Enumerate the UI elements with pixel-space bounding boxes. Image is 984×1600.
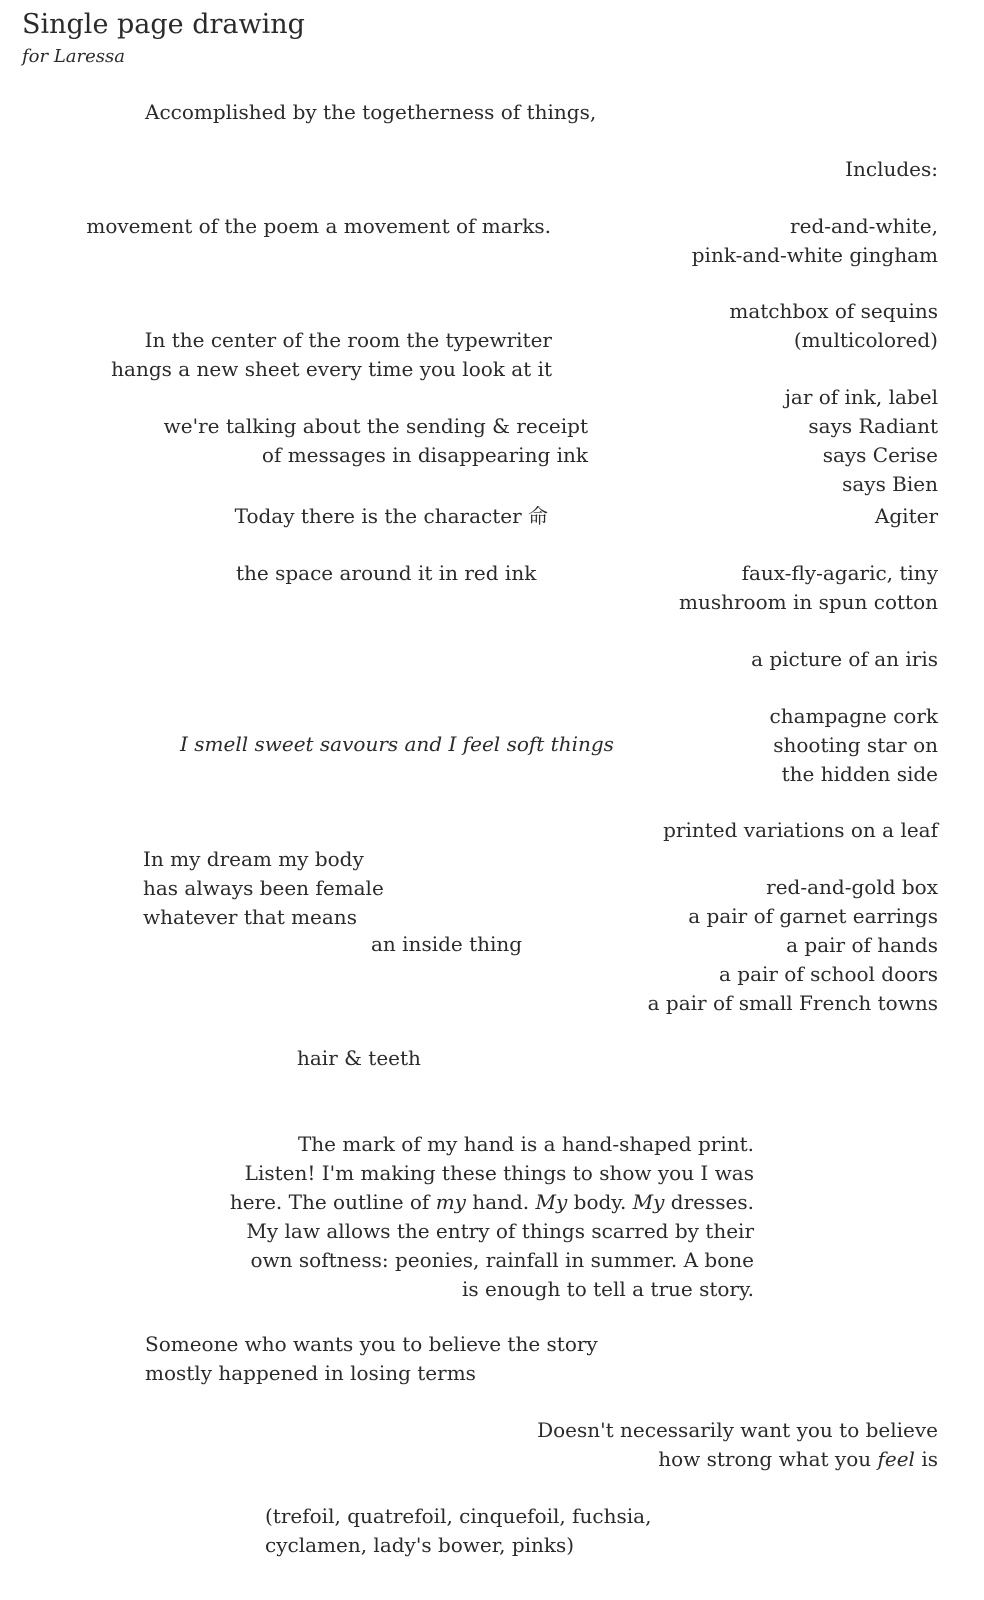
dedication: for Laressa bbox=[22, 46, 125, 67]
list-line: pink-and-white gingham bbox=[691, 243, 938, 267]
text-line: (trefoil, quatrefoil, cinquefoil, fuchsia, bbox=[265, 1504, 652, 1528]
list-leaf: printed variations on a leaf bbox=[663, 818, 938, 842]
list-line: says Cerise bbox=[822, 443, 938, 467]
line-smell-italic: I smell sweet savours and I feel soft things bbox=[180, 732, 614, 756]
text-run: hand. bbox=[465, 1190, 536, 1214]
list-line: a pair of small French towns bbox=[647, 991, 938, 1015]
text-run: how strong what you bbox=[658, 1447, 878, 1471]
list-sequins bbox=[729, 297, 938, 355]
list-agaric bbox=[679, 559, 938, 617]
text-run: here. The outline of bbox=[229, 1190, 436, 1214]
list-line: champagne cork bbox=[769, 704, 938, 728]
text-line: mostly happened in losing terms bbox=[145, 1361, 476, 1385]
text-line: Doesn't necessarily want you to believe bbox=[537, 1418, 938, 1442]
text-line: has always been female bbox=[143, 876, 384, 900]
text-line: The mark of my hand is a hand-shaped print. bbox=[297, 1132, 754, 1156]
emphasis: my bbox=[435, 1190, 466, 1214]
text-line: cyclamen, lady's bower, pinks) bbox=[265, 1533, 575, 1557]
text-line bbox=[230, 1188, 754, 1217]
list-line: red-and-gold box bbox=[766, 875, 938, 899]
text-line: In the center of the room the typewriter bbox=[144, 328, 552, 352]
left-line-movement: movement of the poem a movement of marks. bbox=[86, 214, 551, 238]
text-line bbox=[537, 1445, 938, 1474]
list-line: mushroom in spun cotton bbox=[678, 590, 938, 614]
list-line: says Radiant bbox=[808, 414, 938, 438]
stanza-dream bbox=[143, 845, 384, 932]
text-line: is enough to tell a true story. bbox=[461, 1277, 754, 1301]
list-line: red-and-white, bbox=[790, 214, 938, 238]
emphasis: My bbox=[632, 1190, 665, 1214]
character-text: Today there is the character bbox=[234, 504, 522, 528]
list-ink bbox=[785, 383, 938, 499]
list-line: matchbox of sequins bbox=[729, 299, 938, 323]
emphasis: feel bbox=[877, 1447, 915, 1471]
stanza-typewriter bbox=[111, 326, 552, 384]
text-line: Someone who wants you to believe the story bbox=[145, 1332, 598, 1356]
list-line: faux-fly-agaric, tiny bbox=[741, 561, 938, 585]
text-line: In my dream my body bbox=[143, 847, 364, 871]
page-title: Single page drawing bbox=[22, 9, 305, 40]
list-line: says Bien bbox=[842, 472, 938, 496]
text-line: we're talking about the sending & receipt bbox=[163, 414, 588, 438]
list-agiter: Agiter bbox=[874, 504, 938, 528]
text-run: is bbox=[914, 1447, 938, 1471]
line-inside-thing: an inside thing bbox=[371, 932, 523, 956]
list-line: a pair of garnet earrings bbox=[688, 904, 938, 928]
emphasis: My bbox=[535, 1190, 568, 1214]
list-line: (multicolored) bbox=[793, 328, 938, 352]
list-gingham bbox=[692, 212, 938, 270]
list-line: a pair of hands bbox=[786, 933, 938, 957]
list-line: jar of ink, label bbox=[784, 385, 938, 409]
character-glyph: 命 bbox=[528, 504, 548, 528]
text-line: My law allows the entry of things scarred by their bbox=[246, 1219, 754, 1243]
list-iris: a picture of an iris bbox=[751, 647, 938, 671]
text-line: of messages in disappearing ink bbox=[261, 443, 588, 467]
stanza-someone bbox=[145, 1330, 598, 1388]
list-line: shooting star on bbox=[773, 733, 938, 757]
stanza-flowers bbox=[265, 1502, 651, 1560]
text-run: body. bbox=[567, 1190, 633, 1214]
stanza-hand-print bbox=[230, 1130, 754, 1304]
text-line: own softness: peonies, rainfall in summer. A bone bbox=[250, 1248, 754, 1272]
text-run: dresses. bbox=[664, 1190, 754, 1214]
left-line-togetherness: Accomplished by the togetherness of things, bbox=[145, 100, 597, 124]
line-space-red-ink: the space around it in red ink bbox=[236, 561, 537, 585]
list-line: the hidden side bbox=[781, 762, 938, 786]
line-hair-teeth: hair & teeth bbox=[297, 1046, 421, 1070]
stanza-sending bbox=[164, 412, 588, 470]
text-line: hangs a new sheet every time you look at it bbox=[111, 357, 552, 381]
text-line: Listen! I'm making these things to show you I was bbox=[244, 1161, 754, 1185]
stanza-doesnt bbox=[537, 1416, 938, 1474]
text-line: whatever that means bbox=[143, 905, 357, 929]
line-character bbox=[235, 502, 548, 531]
list-cork bbox=[770, 702, 939, 789]
includes-heading: Includes: bbox=[845, 157, 938, 181]
list-line: a pair of school doors bbox=[718, 962, 938, 986]
list-box bbox=[648, 873, 938, 1018]
